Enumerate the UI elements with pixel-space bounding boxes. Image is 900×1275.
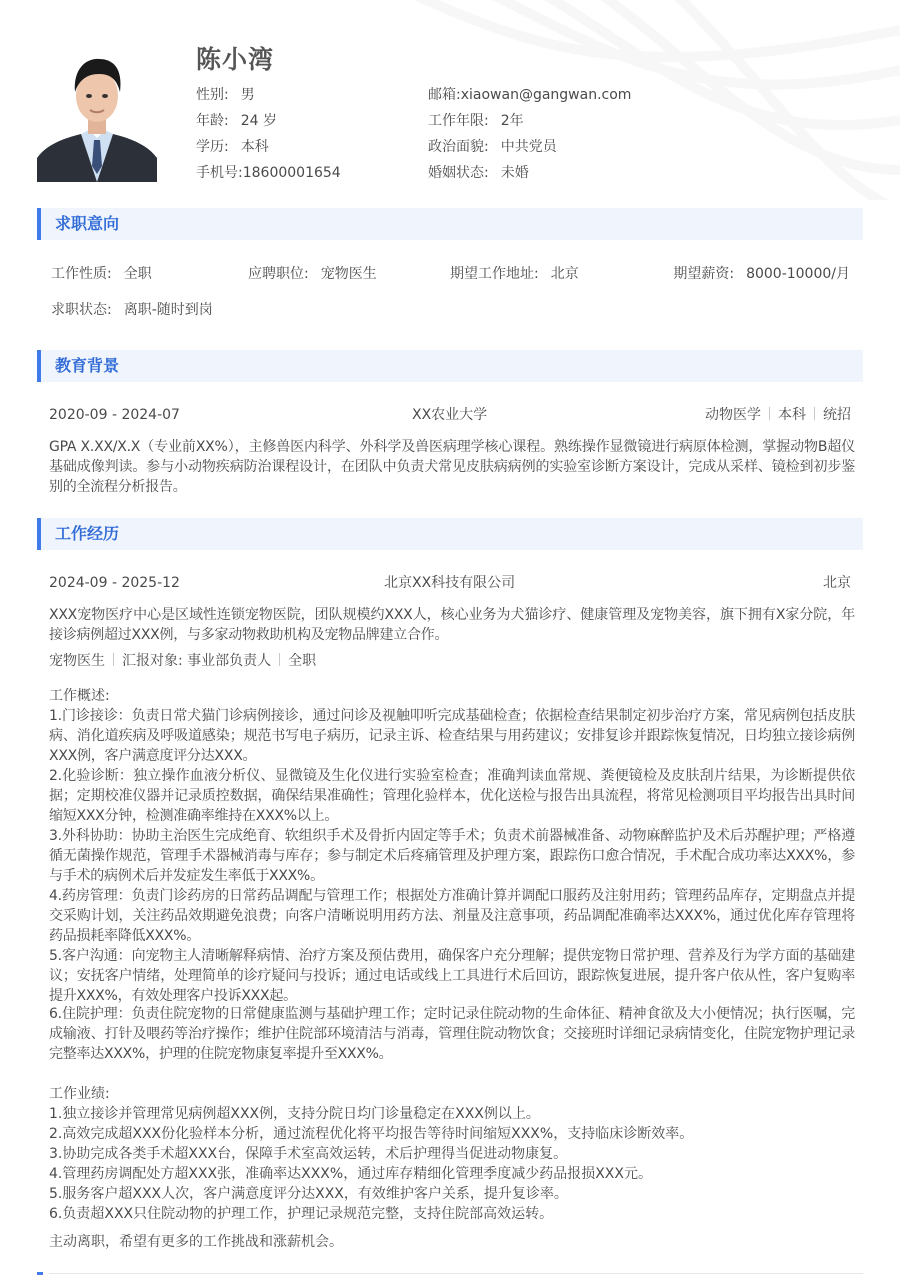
work-position: 宠物医生 xyxy=(49,653,105,669)
section-title: 教育背景 xyxy=(55,356,120,375)
achievement-item: 4.管理药房调配处方超XXX张，准确率达XXX%，通过库存精细化管理季度减少药品报损XXX元。 xyxy=(49,1166,652,1182)
work-job-type: 全职 xyxy=(288,653,317,669)
education-degree: 本科 xyxy=(778,407,806,423)
education-school: XX农业大学 xyxy=(412,407,488,423)
candidate-name: 陈小湾 xyxy=(196,45,275,74)
education-major: 动物医学 xyxy=(705,407,761,423)
achievement-item: 3.协助完成各类手术超XXX台，保障手术室高效运转，术后护理得当促进动物康复。 xyxy=(49,1146,568,1162)
info-political: 政治面貌: 中共党员 xyxy=(428,139,557,155)
overview-item: 1.门诊接诊：负责日常犬猫门诊病例接诊，通过问诊及视触叩听完成基础检查；依据检查结果制定初步治疗方案，常见病例包括皮肤病、消化道疾病及呼吸道感染；规范书写电子病历，记录主诉、检查结果与用药建议；安排复诊并跟踪恢复情况，日均独立接诊病例XXX例，客户满意度评分达XXX。 xyxy=(49,708,855,764)
overview-item: 4.药房管理：负责门诊药房的日常药品调配与管理工作；根据处方准确计算并调配口服药及注射用药；管理药品库存，定期盘点并提交采购计划，关注药品效期避免浪费；向客户清晰说明用药方法、剂量及注意事项，药品调配准确率达XXX%，通过优化库存管理将药品损耗率降低XXX%。 xyxy=(49,888,855,944)
overview-title: 工作概述: xyxy=(49,688,110,704)
intent-location: 期望工作地址: 北京 xyxy=(450,266,579,282)
overview-item: 6.住院护理：负责住院宠物的日常健康监测与基础护理工作；定时记录住院动物的生命体征、精神食欲及大小便情况；执行医嘱，完成输液、打针及喂药等治疗操作；维护住院部环境清洁与消毒，管理住院动物饮食；交接班时详细记录病情变化，住院宠物护理记录完整率达XXX%，护理的住院宠物康复率提升至XXX%。 xyxy=(49,1006,855,1062)
work-report-to: 汇报对象: 事业部负责人 xyxy=(122,653,272,669)
info-education: 学历: 本科 xyxy=(196,139,269,155)
achievement-item: 1.独立接诊并管理常见病例超XXX例，支持分院日均门诊量稳定在XXX例以上。 xyxy=(49,1106,540,1122)
achievement-item: 6.负责超XXX只住院动物的护理工作，护理记录规范完整，支持住院部高效运转。 xyxy=(49,1206,554,1222)
achievement-item: 2.高效完成超XXX份化验样本分析，通过流程优化将平均报告等待时间缩短XXX%，支持临床诊断效率。 xyxy=(49,1126,694,1142)
profile-photo xyxy=(37,46,157,182)
next-section-divider xyxy=(49,1273,863,1274)
info-phone: 手机号:18600001654 xyxy=(196,165,341,181)
work-company: 北京XX科技有限公司 xyxy=(384,575,516,591)
leave-reason: 主动离职，希望有更多的工作挑战和涨薪机会。 xyxy=(49,1234,343,1250)
section-title: 求职意向 xyxy=(55,214,120,233)
overview-item: 3.外科协助：协助主治医生完成绝育、软组织手术及骨折内固定等手术；负责术前器械准备、动物麻醉监护及术后苏醒护理；严格遵循无菌操作规范，管理手术器械消毒与库存；参与制定术后疼痛管理及护理方案，跟踪伤口愈合情况，手术配合成功率达XXX%，参与手术的病例术后并发症发生率低于XXX%。 xyxy=(49,828,855,884)
info-gender: 性别: 男 xyxy=(196,87,255,103)
info-email: 邮箱:xiaowan@gangwan.com xyxy=(428,87,632,103)
info-work-years: 工作年限: 2年 xyxy=(428,113,524,129)
section-title: 工作经历 xyxy=(55,524,120,543)
intent-position: 应聘职位: 宠物医生 xyxy=(248,266,377,282)
work-period: 2024-09 - 2025-12 xyxy=(49,575,180,591)
achievement-item: 5.服务客户超XXX人次，客户满意度评分达XXX，有效维护客户关系，提升复诊率。 xyxy=(49,1186,568,1202)
intent-status: 求职状态: 离职-随时到岗 xyxy=(51,302,213,318)
education-meta xyxy=(705,405,851,425)
intent-salary: 期望薪资: 8000-10000/月 xyxy=(673,266,850,282)
intent-job-type: 工作性质: 全职 xyxy=(51,266,152,282)
work-role-meta xyxy=(49,651,316,671)
overview-item: 2.化验诊断：独立操作血液分析仪、显微镜及生化仪进行实验室检查；准确判读血常规、粪便镜检及皮肤刮片结果，为诊断提供依据；定期校准仪器并记录质控数据，确保结果准确性；管理化验样本，优化送检与报告出具流程，将常见检测项目平均报告出具时间缩短XXX分钟，检测准确率维持在XXX%以上。 xyxy=(49,768,855,824)
info-age: 年龄: 24 岁 xyxy=(196,113,277,129)
overview-item: 5.客户沟通：向宠物主人清晰解释病情、治疗方案及预估费用，确保客户充分理解；提供宠物日常护理、营养及行为学方面的基础建议；安抚客户情绪，处理简单的诊疗疑问与投诉；通过电话或线上工具进行术后回访，跟踪恢复进展，提升客户依从性，客户复购率提升XXX%，有效处理客户投诉XXX起。 xyxy=(49,948,855,1004)
education-type: 统招 xyxy=(823,407,851,423)
work-city: 北京 xyxy=(823,575,851,591)
section-education-header xyxy=(37,350,863,382)
education-period: 2020-09 - 2024-07 xyxy=(49,407,180,423)
info-marital: 婚姻状态: 未婚 xyxy=(428,165,529,181)
section-work-header xyxy=(37,518,863,550)
section-job-intent-header xyxy=(37,208,863,240)
company-intro: XXX宠物医疗中心是区域性连锁宠物医院，团队规模约XXX人，核心业务为犬猫诊疗、健康管理及宠物美容，旗下拥有X家分院，年接诊病例超过XXX例，与多家动物救助机构及宠物品牌建立合作。 xyxy=(49,607,855,643)
achievements-title: 工作业绩: xyxy=(49,1086,110,1102)
education-description: GPA X.XX/X.X（专业前XX%），主修兽医内科学、外科学及兽医病理学核心课程。熟练操作显微镜进行病原体检测，掌握动物B超仪基础成像判读。参与小动物疾病防治课程设计，在团队中负责犬常见皮肤病病例的实验室诊断方案设计，完成从采样、镜检到初步鉴别的全流程分析报告。 xyxy=(49,439,855,495)
